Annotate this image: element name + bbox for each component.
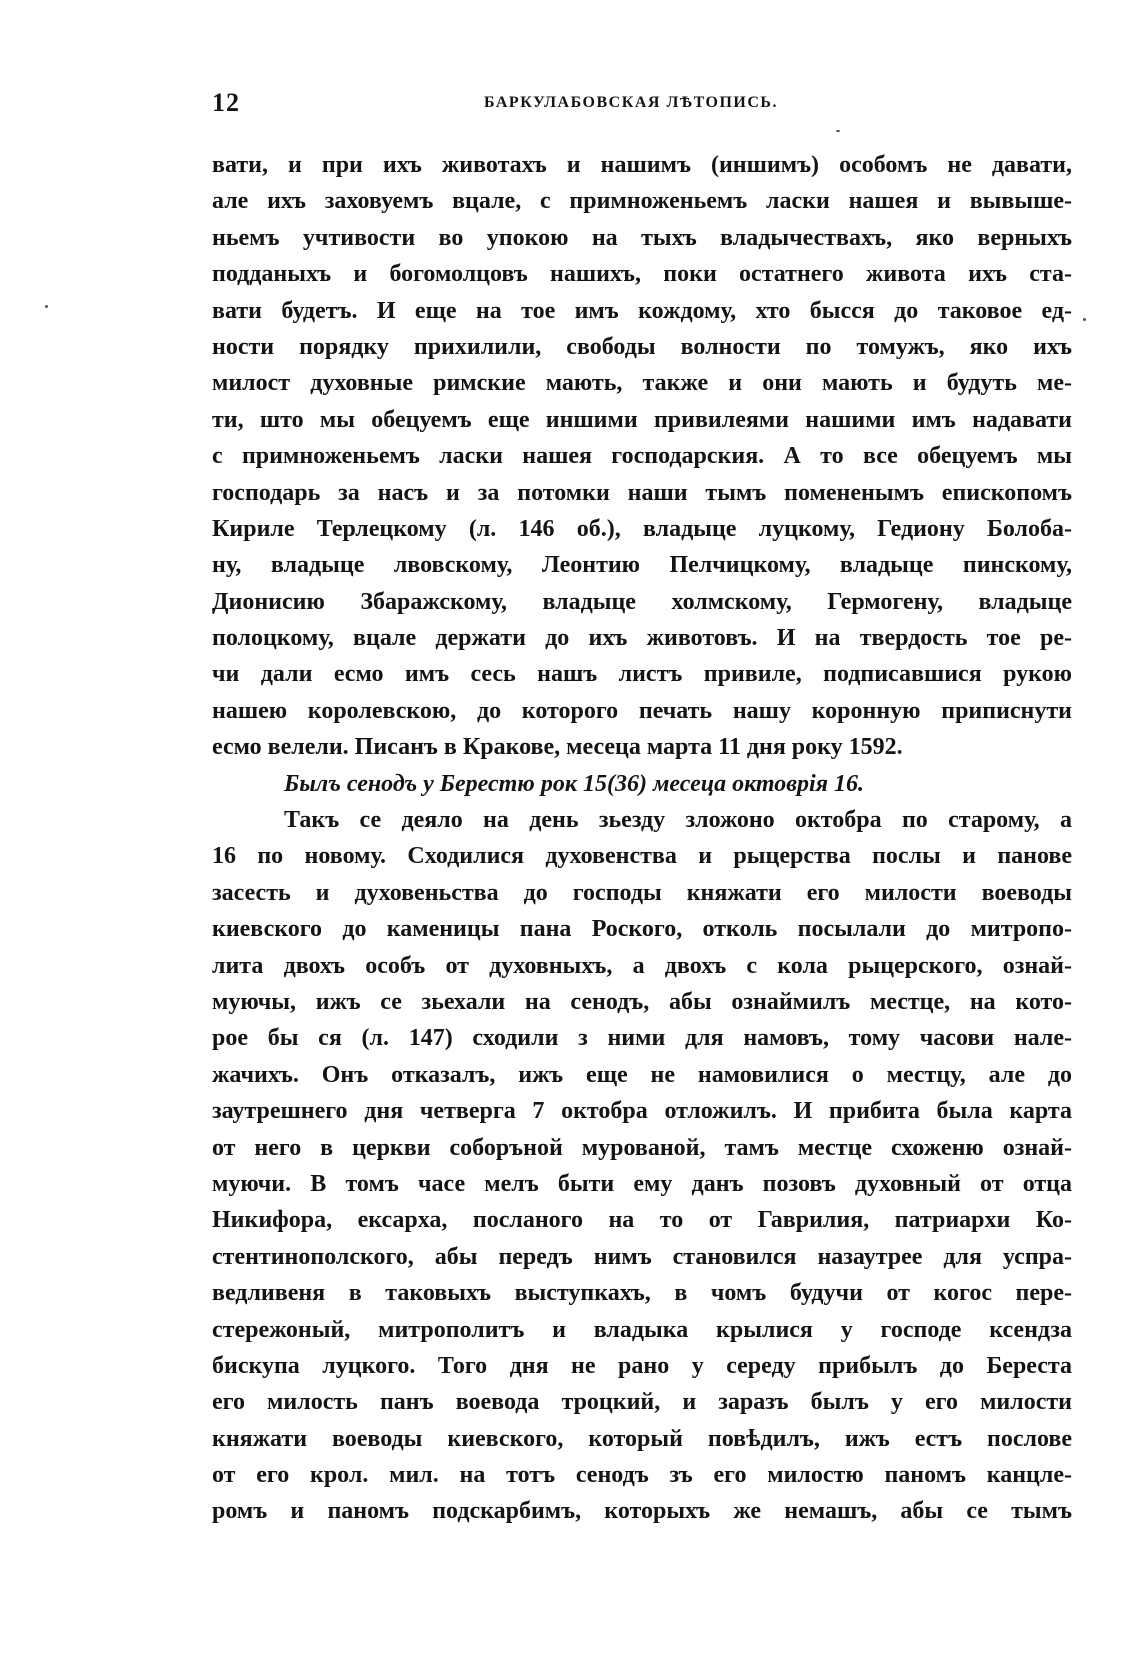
section-heading: Былъ сенодъ у Берестю рок 15(36) месеца октоврія 16. [284, 770, 865, 797]
text-line: ньемъ учтивости во упокою на тыхъ владычествахъ, яко верныхъ [212, 224, 1072, 251]
text-line: Такъ се деяло на день зьезду зложоно октобра по старому, а [284, 807, 1072, 834]
text-line: бискупа луцкого. Того дня не рано у середу прибылъ до Береста [212, 1352, 1072, 1379]
text-line: его милость панъ воевода троцкий, и заразъ былъ у его милости [212, 1389, 1072, 1416]
text-line: ну, владыце лвовскому, Леонтию Пелчицкому, владыце пинскому, [212, 552, 1072, 579]
text-line: нашею королевскою, до которого печать нашу коронную приписнути [212, 697, 1072, 724]
body-text [212, 147, 1072, 1530]
text-line: 16 по новому. Сходилися духовенства и рыцерства послы и панове [212, 843, 1072, 870]
text-line: але ихъ заховуемъ вцале, с примноженьемъ ласки нашея и вывыше- [212, 188, 1072, 215]
text-line: рое бы ся (л. 147) сходили з ними для намовъ, тому часови нале- [212, 1025, 1072, 1052]
text-line: подданыхъ и богомолцовъ нашихъ, поки остатнего живота ихъ ста- [212, 261, 1072, 288]
text-line: вати будетъ. И еще на тое имъ кождому, хто бысся до таковое ед- [212, 297, 1072, 324]
text-line: киевского до каменицы пана Роского, отколь посылали до митропо- [212, 916, 1072, 943]
text-line: княжати воеводы киевского, который повѣдилъ, ижъ естъ послове [212, 1425, 1072, 1452]
running-title: БАРКУЛАБОВСКАЯ ЛѢТОПИСЬ. [484, 94, 779, 111]
text-line: господарь за насъ и за потомки наши тымъ помененымъ епископомъ [212, 479, 1072, 506]
page-header [212, 88, 1072, 118]
text-line: от него в церкви соборъной мурованой, тамъ местце схоженю ознай- [212, 1134, 1072, 1161]
text-line: жачихъ. Онъ отказалъ, ижъ еще не намовилися о местцу, але до [212, 1061, 1072, 1088]
text-line: ности порядку прихилили, свободы волности по томужъ, яко ихъ [212, 333, 1072, 360]
text-line: вати, и при ихъ животахъ и нашимъ (иншимъ) особомъ не давати, [212, 152, 1072, 178]
scan-speck [1083, 318, 1086, 321]
text-line: ведливеня в таковыхъ выступкахъ, в чомъ будучи от когос пере- [212, 1280, 1072, 1307]
text-line: лита двохъ особъ от духовныхъ, а двохъ с кола рыцерского, ознай- [212, 952, 1072, 979]
text-line: стентинополского, абы передъ нимъ становился назаутрее для успра- [212, 1243, 1072, 1270]
text-line: милост духовные римские мають, также и они мають и будуть ме- [212, 370, 1072, 397]
text-line: муючы, ижъ се зьехали на сенодъ, абы ознаймилъ местце, на кото- [212, 988, 1072, 1015]
text-line: полоцкому, вцале держати до ихъ животовъ. И на твердость тое ре- [212, 625, 1072, 652]
text-line: засесть и духовеньства до господы княжати его милости воеводы [212, 879, 1072, 906]
text-line: чи дали есмо имъ сесь нашъ листъ привиле, подписавшися рукою [212, 661, 1072, 688]
text-line: муючи. В томъ часе мелъ быти ему данъ позовъ духовный от отца [212, 1170, 1072, 1197]
text-line: есмо велели. Писанъ в Кракове, месеца марта 11 дня року 1592. [212, 734, 903, 761]
text-line: заутрешнего дня четверга 7 октобра отложилъ. И прибита была карта [212, 1098, 1072, 1125]
text-line: с примноженьемъ ласки нашея господарския. А то все обецуемъ мы [212, 443, 1072, 470]
text-line: ромъ и паномъ подскарбимъ, которыхъ же немашъ, абы се тымъ [212, 1498, 1072, 1525]
text-line: Дионисию Збаражскому, владыце холмскому, Гермогену, владыце [212, 588, 1072, 615]
text-line: от его крол. мил. на тотъ сенодъ зъ его милостю паномъ канцле- [212, 1462, 1072, 1489]
text-line: стережоный, митрополитъ и владыка крылися у господе ксендза [212, 1316, 1072, 1343]
text-line: Кириле Терлецкому (л. 146 об.), владыце луцкому, Гедиону Болоба- [212, 515, 1072, 542]
page-number: 12 [212, 88, 240, 117]
text-line: Никифора, ексарха, посланого на то от Гаврилия, патриархи Ко- [212, 1207, 1072, 1234]
scan-speck [836, 130, 840, 132]
scan-speck [45, 305, 48, 308]
text-line: ти, што мы обецуемъ еще иншими привилеями нашими имъ надавати [212, 406, 1072, 433]
